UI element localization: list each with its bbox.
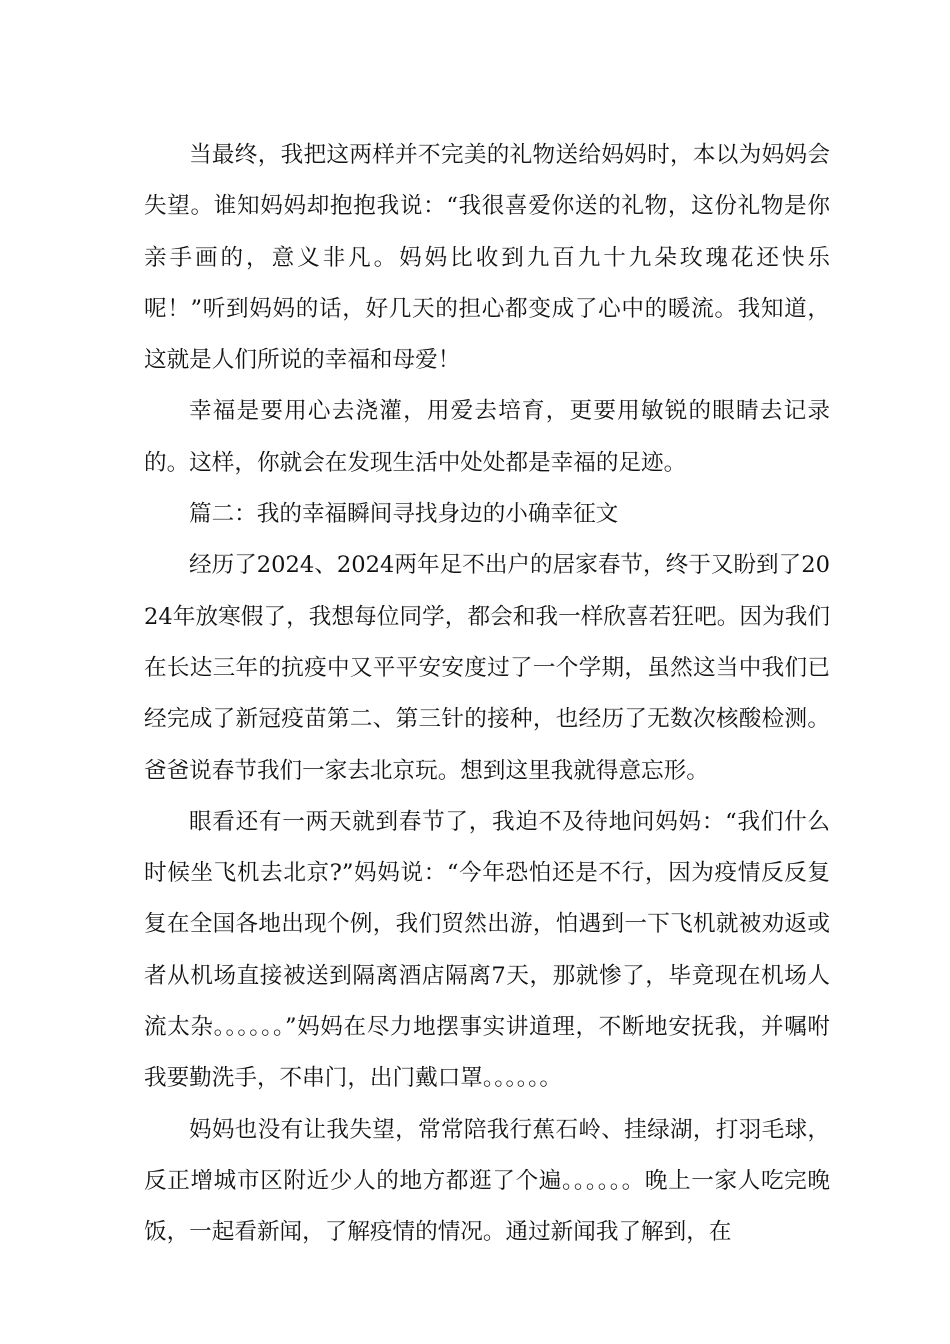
document-body [144,130,830,1259]
paragraph-spring-festival: 经历了2024、2024两年足不出户的居家春节，终于又盼到了2024年放寒假了，我想每位同学，都会和我一样欣喜若狂吧。因为我们在长达三年的抗疫中又平平安安度过了一个学期，虽然这当中我们已经完成了新冠疫苗第二、第三针的接种，也经历了无数次核酸检测。爸爸说春节我们一家去北京玩。想到这里我就得意忘形。 [144,552,830,784]
paragraph-happiness-reflection: 幸福是要用心去浇灌，用爱去培育，更要用敏锐的眼睛去记录的。这样，你就会在发现生活中处处都是幸福的足迹。 [144,398,830,476]
paragraph-asking-mother: 眼看还有一两天就到春节了，我迫不及待地问妈妈：“我们什么时候坐飞机去北京?”妈妈说：“今年恐怕还是不行，因为疫情反反复复在全国各地出现个例，我们贸然出游，怕遇到一下飞机就被劝返或者从机场直接被送到隔离酒店隔离7天，那就惨了，毕竟现在机场人流太杂。。。。。。”妈妈在尽力地摆事实讲道理，不断地安抚我，并嘱咐我要勤洗手，不串门，出门戴口罩。。。。。。 [144,808,830,1092]
section-heading: 篇二：我的幸福瞬间寻找身边的小确幸征文 [189,501,619,528]
paragraph-local-outings: 妈妈也没有让我失望，常常陪我行蕉石岭、挂绿湖，打羽毛球，反正增城市区附近少人的地方都逛了个遍。。。。。。晚上一家人吃完晚饭，一起看新闻，了解疫情的情况。通过新闻我了解到，在 [144,1116,830,1246]
paragraph-gift-ending: 当最终，我把这两样并不完美的礼物送给妈妈时，本以为妈妈会失望。谁知妈妈却抱抱我说：“我很喜爱你送的礼物，这份礼物是你亲手画的，意义非凡。妈妈比收到九百九十九朵玫瑰花还快乐呢！”听到妈妈的话，好几天的担心都变成了心中的暖流。我知道，这就是人们所说的幸福和母爱！ [144,142,830,374]
